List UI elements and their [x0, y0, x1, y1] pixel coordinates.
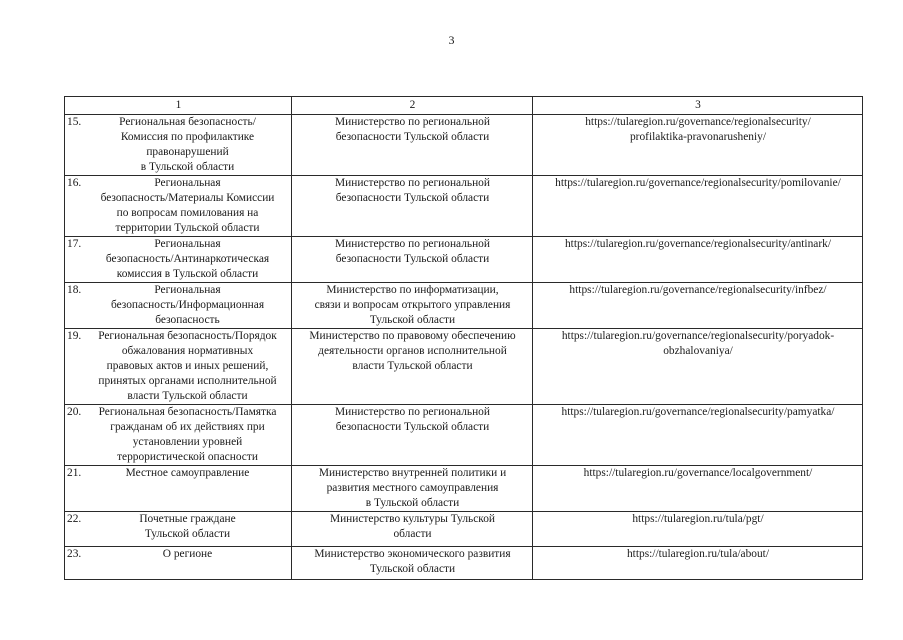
url-cell — [533, 237, 863, 283]
ministry-cell — [292, 283, 533, 329]
ministry-cell — [292, 115, 533, 176]
ministry-name-line: Тульской области — [369, 314, 456, 326]
ministry-name — [294, 283, 531, 328]
section-title — [67, 115, 290, 175]
ministry-name — [294, 405, 531, 435]
table-row — [65, 547, 863, 580]
page-url-line: profilaktika-pravonarusheniy/ — [629, 131, 766, 143]
ministry-name — [294, 176, 531, 206]
row-number: 19. — [67, 330, 82, 342]
ministry-name-line: безопасности Тульской области — [335, 253, 490, 265]
ministry-name-line: Министерство экономического развития — [314, 548, 511, 560]
page-url-line: https://tularegion.ru/tula/pgt/ — [632, 513, 764, 525]
url-cell — [533, 329, 863, 405]
section-title-line: безопасность/Материалы Комиссии — [100, 192, 275, 204]
section-title-line: Почетные граждане — [139, 513, 236, 525]
section-cell — [65, 547, 292, 580]
page-url-line: https://tularegion.ru/governance/regionalsecurity/pamyatka/ — [561, 406, 835, 418]
ministry-cell — [292, 329, 533, 405]
resource-table — [64, 96, 863, 580]
section-cell — [65, 237, 292, 283]
ministry-name — [294, 115, 531, 145]
page-url — [535, 466, 861, 481]
section-title — [67, 176, 290, 236]
row-number: 20. — [67, 406, 82, 418]
section-title — [67, 283, 290, 328]
page-url-line: https://tularegion.ru/governance/regionalsecurity/pomilovanie/ — [555, 177, 841, 189]
section-title-line: безопасность/Антинаркотическая — [105, 253, 270, 265]
url-cell — [533, 283, 863, 329]
section-title-line: безопасность/Информационная — [110, 299, 265, 311]
table-row — [65, 512, 863, 547]
table-row — [65, 176, 863, 237]
ministry-name-line: Министерство по региональной — [335, 406, 490, 418]
ministry-name-line: развития местного самоуправления — [326, 482, 499, 494]
page-url — [535, 547, 861, 562]
section-title-line: Региональная — [154, 284, 221, 296]
page-url-line: https://tularegion.ru/governance/regionalsecurity/poryadok- — [561, 330, 835, 342]
url-cell — [533, 115, 863, 176]
section-title — [67, 466, 290, 481]
section-title-line: Комиссия по профилактике — [120, 131, 255, 143]
page-url — [535, 176, 861, 191]
section-cell — [65, 466, 292, 512]
section-title-line: гражданам об их действиях при — [110, 421, 265, 433]
section-cell — [65, 115, 292, 176]
section-title-line: Региональная безопасность/ — [119, 116, 256, 128]
ministry-name — [294, 547, 531, 577]
section-cell — [65, 512, 292, 547]
ministry-name-line: в Тульской области — [365, 497, 460, 509]
section-title-line: территории Тульской области — [115, 222, 260, 234]
ministry-cell — [292, 547, 533, 580]
section-title-line: О регионе — [162, 548, 213, 560]
section-title-line: в Тульской области — [140, 161, 235, 173]
ministry-name — [294, 466, 531, 511]
table-row — [65, 329, 863, 405]
url-cell — [533, 405, 863, 466]
table-row — [65, 237, 863, 283]
ministry-name-line: Министерство культуры Тульской — [329, 513, 496, 525]
page-url — [535, 405, 861, 420]
section-title-line: Региональная — [154, 238, 221, 250]
ministry-name-line: Министерство по региональной — [335, 238, 490, 250]
ministry-name-line: Министерство по правовому обеспечению — [309, 330, 516, 342]
ministry-cell — [292, 512, 533, 547]
ministry-name-line: деятельности органов исполнительной — [318, 345, 507, 357]
ministry-name-line: безопасности Тульской области — [335, 131, 490, 143]
ministry-name-line: связи и вопросам открытого управления — [314, 299, 511, 311]
ministry-name-line: безопасности Тульской области — [335, 421, 490, 433]
column-header-3: 3 — [533, 97, 863, 115]
section-title — [67, 237, 290, 282]
ministry-cell — [292, 237, 533, 283]
section-title — [67, 547, 290, 562]
section-title-line: Региональная — [154, 177, 221, 189]
row-number: 15. — [67, 116, 82, 128]
ministry-name-line: Министерство по региональной — [335, 177, 490, 189]
table-row — [65, 283, 863, 329]
table-body — [65, 115, 863, 580]
page-url-line: https://tularegion.ru/governance/localgovernment/ — [583, 467, 813, 479]
row-number: 17. — [67, 238, 82, 250]
ministry-name-line: власти Тульской области — [352, 360, 473, 372]
section-cell — [65, 283, 292, 329]
section-title-line: безопасность — [155, 314, 220, 326]
ministry-name-line: области — [393, 528, 432, 540]
section-title — [67, 405, 290, 465]
row-number: 16. — [67, 177, 82, 189]
table-row — [65, 115, 863, 176]
section-cell — [65, 176, 292, 237]
page-url — [535, 512, 861, 527]
column-header-1: 1 — [65, 97, 292, 115]
url-cell — [533, 547, 863, 580]
ministry-name-line: Министерство внутренней политики и — [318, 467, 507, 479]
row-number: 18. — [67, 284, 82, 296]
section-title-line: власти Тульской области — [127, 390, 248, 402]
section-title-line: правонарушений — [146, 146, 229, 158]
section-title — [67, 512, 290, 542]
section-title-line: правовых актов и иных решений, — [106, 360, 269, 372]
url-cell — [533, 466, 863, 512]
section-title-line: Региональная безопасность/Порядок — [98, 330, 277, 342]
row-number: 21. — [67, 467, 82, 479]
ministry-name — [294, 329, 531, 374]
page-url — [535, 237, 861, 252]
ministry-name — [294, 237, 531, 267]
row-number: 23. — [67, 548, 82, 560]
page-url-line: obzhalovaniya/ — [663, 345, 733, 357]
ministry-cell — [292, 466, 533, 512]
ministry-name — [294, 512, 531, 542]
section-title-line: Региональная безопасность/Памятка — [98, 406, 277, 418]
row-number: 22. — [67, 513, 82, 525]
ministry-cell — [292, 405, 533, 466]
page-url-line: https://tularegion.ru/governance/regionalsecurity/antinark/ — [564, 238, 831, 250]
section-title-line: установлении уровней — [132, 436, 243, 448]
url-cell — [533, 512, 863, 547]
ministry-name-line: Министерство по информатизации, — [326, 284, 499, 296]
section-cell — [65, 405, 292, 466]
table-row — [65, 405, 863, 466]
column-header-2: 2 — [292, 97, 533, 115]
section-title-line: принятых органами исполнительной — [98, 375, 277, 387]
section-title-line: комиссия в Тульской области — [116, 268, 259, 280]
ministry-cell — [292, 176, 533, 237]
page-url-line: https://tularegion.ru/governance/regionalsecurity/ — [585, 116, 811, 128]
section-title-line: обжалования нормативных — [121, 345, 254, 357]
section-title-line: по вопросам помилования на — [116, 207, 259, 219]
page-url — [535, 283, 861, 298]
ministry-name-line: Тульской области — [369, 563, 456, 575]
page-number: 3 — [448, 33, 455, 47]
page-url — [535, 115, 861, 145]
section-title-line: Тульской области — [144, 528, 231, 540]
section-cell — [65, 329, 292, 405]
url-cell — [533, 176, 863, 237]
section-title-line: террористической опасности — [117, 451, 258, 463]
ministry-name-line: безопасности Тульской области — [335, 192, 490, 204]
page-url-line: https://tularegion.ru/tula/about/ — [626, 548, 770, 560]
page-url-line: https://tularegion.ru/governance/regionalsecurity/infbez/ — [569, 284, 827, 296]
page-url — [535, 329, 861, 359]
table-row — [65, 466, 863, 512]
section-title — [67, 329, 290, 404]
section-title-line: Местное самоуправление — [125, 467, 250, 479]
ministry-name-line: Министерство по региональной — [335, 116, 490, 128]
header-row — [65, 97, 863, 115]
